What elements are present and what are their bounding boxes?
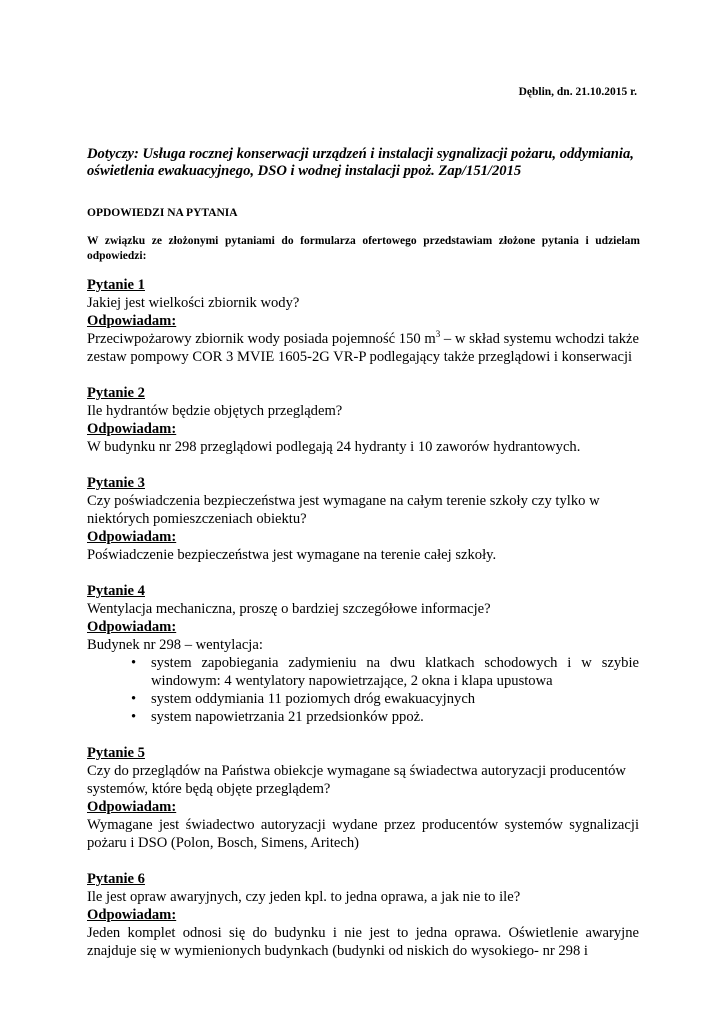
question-block-4 xyxy=(87,582,639,726)
question-text: Czy do przeglądów na Państwa obiekcje wymagane są świadectwa autoryzacji producentów systemów, które będą objęte przeglądem? xyxy=(87,763,626,797)
bullet-icon: • xyxy=(131,691,137,707)
bullet-icon: • xyxy=(131,655,137,671)
answer-text: Budynek nr 298 – wentylacja: xyxy=(87,637,263,653)
question-title: Pytanie 3 xyxy=(87,475,145,491)
answer-text: Jeden komplet odnosi się do budynku i nie jest to jedna oprawa. Oświetlenie awaryjne znajduje się w wymienionych budynkach (budynki od niskich do wysokiego- nr 298 i xyxy=(87,925,639,959)
bullet-item xyxy=(131,690,639,708)
question-block-5 xyxy=(87,744,639,852)
question-block-6 xyxy=(87,870,639,960)
bullet-text: system zapobiegania zadymieniu na dwu klatkach schodowych i w szybie windowym: 4 wentylatory napowietrzające, 2 okna i klapa upustowa xyxy=(151,655,639,689)
bullet-item xyxy=(131,654,639,690)
answer-text-part: Przeciwpożarowy zbiornik wody posiada pojemność 150 m xyxy=(87,331,436,347)
bullet-text: system napowietrzania 21 przedsionków ppoż. xyxy=(151,709,424,725)
answer-label: Odpowiadam: xyxy=(87,421,177,437)
section-heading: OPDOWIEDZI NA PYTANIA xyxy=(87,207,238,219)
question-title: Pytanie 6 xyxy=(87,871,145,887)
bullet-list xyxy=(87,654,639,726)
answer-label: Odpowiadam: xyxy=(87,529,177,545)
bullet-text: system oddymiania 11 poziomych dróg ewakuacyjnych xyxy=(151,691,476,707)
answer-text: W budynku nr 298 przeglądowi podlegają 24 hydranty i 10 zaworów hydrantowych. xyxy=(87,439,581,455)
question-title: Pytanie 5 xyxy=(87,745,145,761)
question-block-3 xyxy=(87,474,639,564)
question-text: Jakiej jest wielkości zbiornik wody? xyxy=(87,295,300,311)
question-text: Czy poświadczenia bezpieczeństwa jest wymagane na całym terenie szkoły czy tylko w niektórych pomieszczeniach obiektu? xyxy=(87,493,600,527)
document-date: Dęblin, dn. 21.10.2015 r. xyxy=(518,86,637,98)
answer-text xyxy=(87,330,639,366)
superscript-unit: 3 xyxy=(435,329,441,340)
question-block-1 xyxy=(87,276,639,366)
question-title: Pytanie 2 xyxy=(87,385,145,401)
bullet-item xyxy=(131,708,639,726)
question-title: Pytanie 1 xyxy=(87,277,145,293)
answer-label: Odpowiadam: xyxy=(87,799,177,815)
question-text: Ile jest opraw awaryjnych, czy jeden kpl. to jedna oprawa, a jak nie to ile? xyxy=(87,889,521,905)
question-block-2 xyxy=(87,384,639,456)
bullet-icon: • xyxy=(131,709,137,725)
question-text: Wentylacja mechaniczna, proszę o bardziej szczegółowe informacje? xyxy=(87,601,491,617)
answer-label: Odpowiadam: xyxy=(87,907,177,923)
intro-paragraph: W związku ze złożonymi pytaniami do formularza ofertowego przedstawiam złożone pytania i udzielam odpowiedzi: xyxy=(87,235,640,262)
answer-text-part: – w skład systemu wchodzi także zestaw pompowy COR 3 MVIE 1605-2G VR-P podlegający także przeglądowi i konserwacji xyxy=(87,331,639,365)
answer-text: Poświadczenie bezpieczeństwa jest wymagane na terenie całej szkoły. xyxy=(87,547,497,563)
answer-text: Wymagane jest świadectwo autoryzacji wydane przez producentów systemów sygnalizacji pożaru i DSO (Polon, Bosch, Simens, Aritech) xyxy=(87,817,639,851)
document-subject: Dotyczy: Usługa rocznej konserwacji urządzeń i instalacji sygnalizacji pożaru, oddymiania, oświetlenia ewakuacyjnego, DSO i wodnej instalacji ppoż. Zap/151/2015 xyxy=(87,146,634,179)
answer-label: Odpowiadam: xyxy=(87,619,177,635)
answer-label: Odpowiadam: xyxy=(87,313,177,329)
questions-list xyxy=(87,276,639,978)
question-text: Ile hydrantów będzie objętych przeglądem? xyxy=(87,403,343,419)
question-title: Pytanie 4 xyxy=(87,583,145,599)
